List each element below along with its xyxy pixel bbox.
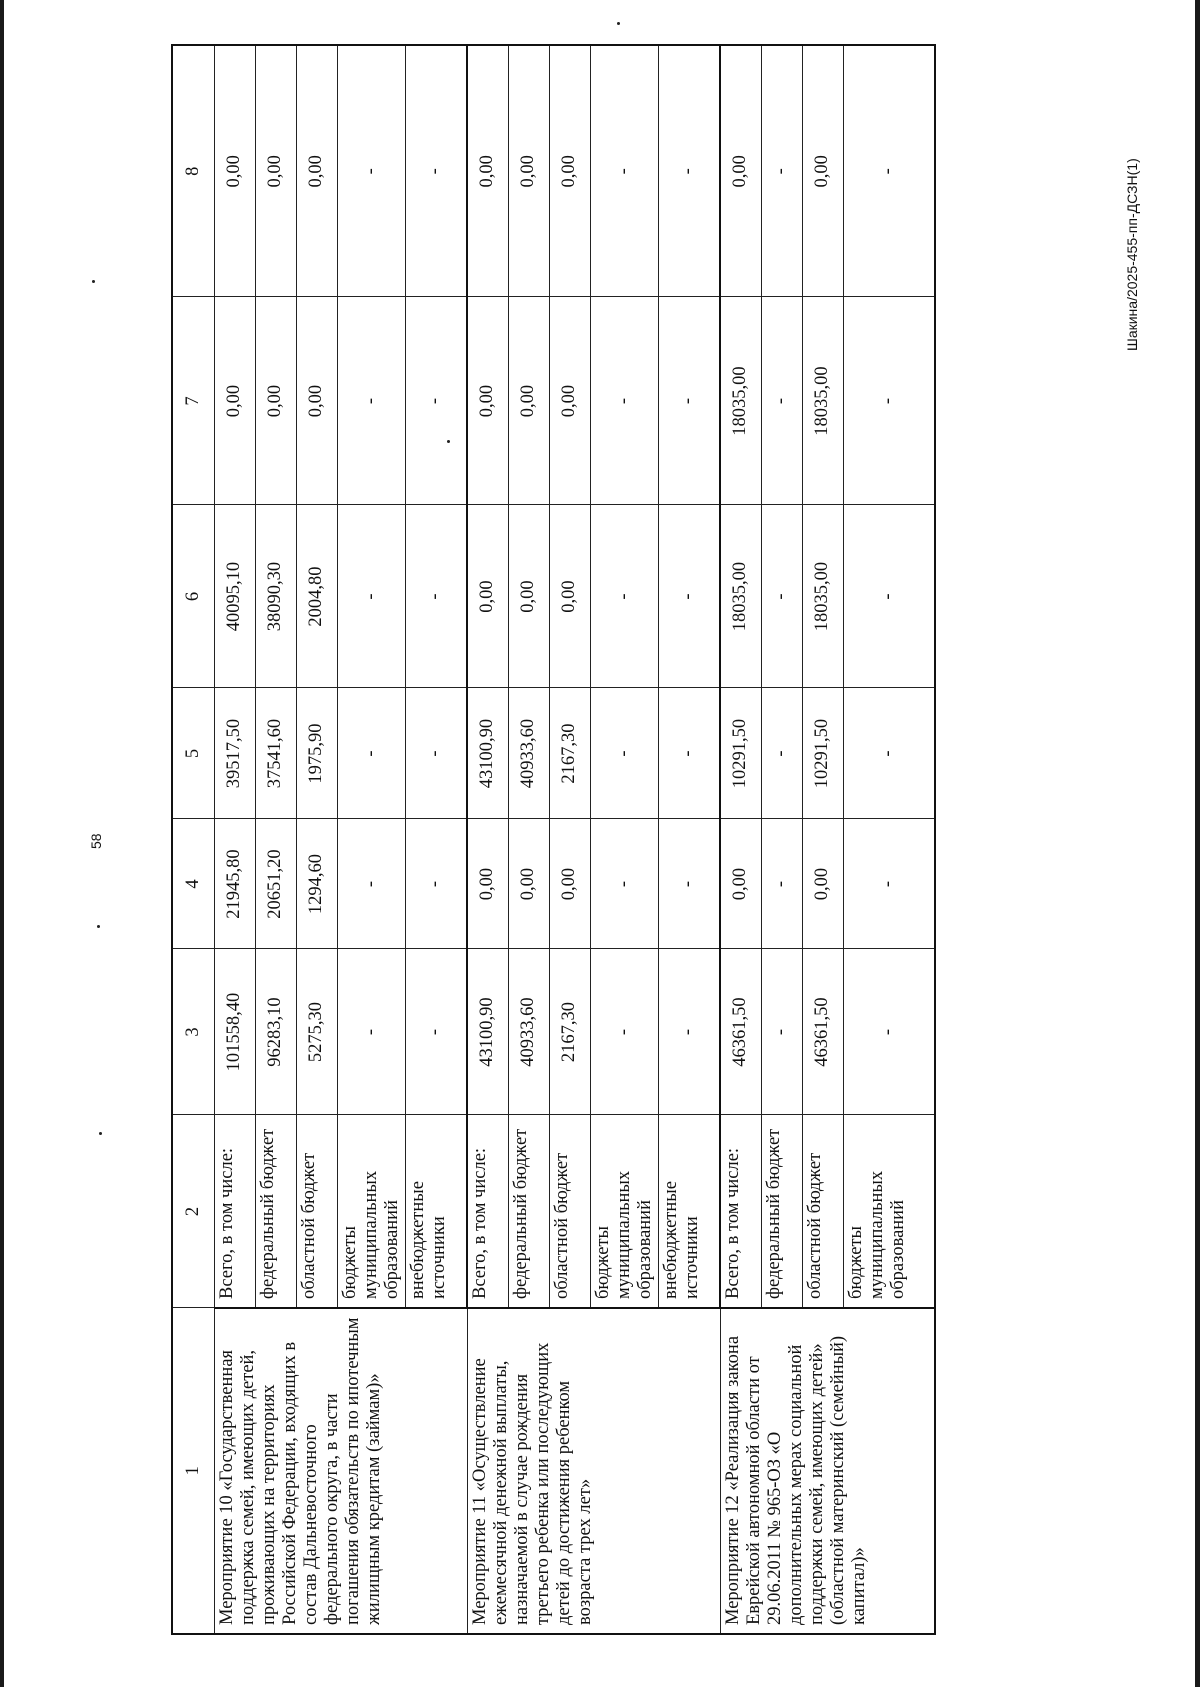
- amount-cell: 40095,10: [214, 505, 255, 688]
- amount-cell: -: [761, 949, 802, 1115]
- funding-source: федеральный бюджет: [761, 1115, 802, 1308]
- funding-source: федеральный бюджет: [508, 1115, 549, 1308]
- amount-cell: 0,00: [255, 297, 296, 505]
- amount-cell: -: [405, 505, 467, 688]
- amount-cell: 43100,90: [467, 688, 508, 819]
- amount-cell: 96283,10: [255, 949, 296, 1115]
- amount-cell: -: [761, 297, 802, 505]
- table-row: [214, 45, 255, 1634]
- amount-cell: 101558,40: [214, 949, 255, 1115]
- amount-cell: -: [843, 297, 935, 505]
- header-cell: 1: [172, 1308, 214, 1634]
- amount-cell: -: [843, 505, 935, 688]
- funding-source: бюджеты муниципальных образований: [590, 1115, 658, 1308]
- amount-cell: -: [658, 688, 720, 819]
- amount-cell: 40933,60: [508, 949, 549, 1115]
- amount-cell: -: [590, 688, 658, 819]
- amount-cell: 46361,50: [720, 949, 761, 1115]
- amount-cell: -: [337, 688, 405, 819]
- amount-cell: 0,00: [549, 505, 590, 688]
- amount-cell: -: [405, 297, 467, 505]
- funding-source: областной бюджет: [549, 1115, 590, 1308]
- amount-cell: 0,00: [214, 45, 255, 297]
- header-cell: 7: [172, 297, 214, 505]
- amount-cell: 0,00: [720, 45, 761, 297]
- amount-cell: 18035,00: [802, 505, 843, 688]
- amount-cell: 39517,50: [214, 688, 255, 819]
- amount-cell: -: [405, 688, 467, 819]
- amount-cell: 0,00: [467, 505, 508, 688]
- amount-cell: -: [761, 819, 802, 949]
- measure-description: Мероприятие 11 «Осуществление ежемесячной денежной выплаты, назначаемой в случае рождения третьего ребенка или последующих детей до достижения ребенком возраста трех лет»: [467, 1308, 720, 1634]
- header-cell: 4: [172, 819, 214, 949]
- amount-cell: -: [405, 819, 467, 949]
- amount-cell: 1975,90: [296, 688, 337, 819]
- measure-description: Мероприятие 12 «Реализация закона Еврейской автономной области от 29.06.2011 № 965-ОЗ «О дополнительных мерах социальной поддержки семей, имеющих детей» (областной материнский (семейный) капитал)»: [720, 1308, 935, 1634]
- header-cell: 6: [172, 505, 214, 688]
- funding-source: Всего, в том числе:: [720, 1115, 761, 1308]
- table-row: [720, 45, 761, 1634]
- amount-cell: 10291,50: [802, 688, 843, 819]
- amount-cell: -: [590, 949, 658, 1115]
- amount-cell: 21945,80: [214, 819, 255, 949]
- header-cell: 3: [172, 949, 214, 1115]
- amount-cell: 0,00: [549, 819, 590, 949]
- header-cell: 2: [172, 1115, 214, 1308]
- amount-cell: 46361,50: [802, 949, 843, 1115]
- amount-cell: -: [405, 45, 467, 297]
- amount-cell: 0,00: [214, 297, 255, 505]
- amount-cell: 0,00: [296, 297, 337, 505]
- amount-cell: 0,00: [508, 297, 549, 505]
- amount-cell: 0,00: [508, 819, 549, 949]
- amount-cell: 5275,30: [296, 949, 337, 1115]
- amount-cell: -: [658, 819, 720, 949]
- amount-cell: 0,00: [508, 45, 549, 297]
- amount-cell: 0,00: [255, 45, 296, 297]
- amount-cell: 10291,50: [720, 688, 761, 819]
- amount-cell: 38090,30: [255, 505, 296, 688]
- amount-cell: -: [405, 949, 467, 1115]
- amount-cell: 0,00: [296, 45, 337, 297]
- funding-source: Всего, в том числе:: [214, 1115, 255, 1308]
- amount-cell: -: [658, 45, 720, 297]
- amount-cell: 1294,60: [296, 819, 337, 949]
- amount-cell: -: [843, 949, 935, 1115]
- amount-cell: 0,00: [467, 45, 508, 297]
- amount-cell: -: [843, 688, 935, 819]
- amount-cell: -: [337, 45, 405, 297]
- amount-cell: 0,00: [802, 819, 843, 949]
- amount-cell: 43100,90: [467, 949, 508, 1115]
- amount-cell: -: [658, 505, 720, 688]
- amount-cell: 0,00: [549, 45, 590, 297]
- amount-cell: 0,00: [720, 819, 761, 949]
- amount-cell: 0,00: [508, 505, 549, 688]
- page-number: 58: [88, 833, 104, 849]
- amount-cell: -: [337, 949, 405, 1115]
- amount-cell: -: [761, 45, 802, 297]
- amount-cell: 18035,00: [720, 505, 761, 688]
- funding-source: внебюджетные источники: [405, 1115, 467, 1308]
- funding-source: бюджеты муниципальных образований: [337, 1115, 405, 1308]
- amount-cell: -: [590, 819, 658, 949]
- funding-source: федеральный бюджет: [255, 1115, 296, 1308]
- amount-cell: 20651,20: [255, 819, 296, 949]
- budget-table: [171, 44, 936, 1635]
- amount-cell: 2167,30: [549, 949, 590, 1115]
- document-code: Шакина/2025-455-пп-ДСЗН(1): [1124, 158, 1140, 351]
- funding-source: Всего, в том числе:: [467, 1115, 508, 1308]
- amount-cell: 0,00: [467, 297, 508, 505]
- amount-cell: -: [590, 45, 658, 297]
- amount-cell: -: [761, 505, 802, 688]
- table-row: [467, 45, 508, 1634]
- funding-source: бюджеты муниципальных образований: [843, 1115, 935, 1308]
- amount-cell: 0,00: [467, 819, 508, 949]
- amount-cell: 40933,60: [508, 688, 549, 819]
- amount-cell: -: [843, 45, 935, 297]
- amount-cell: 37541,60: [255, 688, 296, 819]
- amount-cell: -: [590, 297, 658, 505]
- amount-cell: 2004,80: [296, 505, 337, 688]
- amount-cell: -: [761, 688, 802, 819]
- table-header-row: [172, 45, 214, 1634]
- amount-cell: -: [658, 949, 720, 1115]
- amount-cell: -: [843, 819, 935, 949]
- funding-source: областной бюджет: [296, 1115, 337, 1308]
- amount-cell: -: [337, 297, 405, 505]
- header-cell: 8: [172, 45, 214, 297]
- amount-cell: -: [658, 297, 720, 505]
- amount-cell: 18035,00: [802, 297, 843, 505]
- header-cell: 5: [172, 688, 214, 819]
- funding-source: областной бюджет: [802, 1115, 843, 1308]
- amount-cell: -: [337, 819, 405, 949]
- amount-cell: 0,00: [802, 45, 843, 297]
- amount-cell: 0,00: [549, 297, 590, 505]
- amount-cell: -: [590, 505, 658, 688]
- amount-cell: 18035,00: [720, 297, 761, 505]
- amount-cell: -: [337, 505, 405, 688]
- amount-cell: 2167,30: [549, 688, 590, 819]
- measure-description: Мероприятие 10 «Государственная поддержка семей, имеющих детей, проживающих на территориях Российской Федерации, входящих в состав Дальневосточного федерального округа, в части погашения обязательств по ипотечным жилищным кредитам (займам)»: [214, 1308, 467, 1634]
- funding-source: внебюджетные источники: [658, 1115, 720, 1308]
